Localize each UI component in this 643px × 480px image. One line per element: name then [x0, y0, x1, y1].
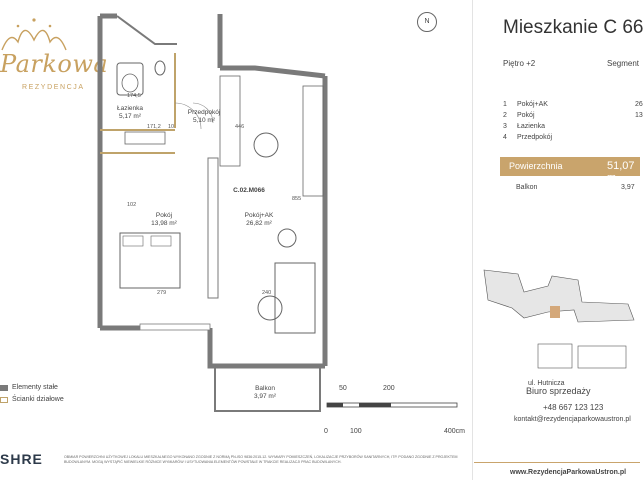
bedroom-window — [140, 324, 210, 330]
room-bedroom-area: 13,98 m² — [151, 220, 177, 227]
segment-label: Segment — [607, 59, 640, 68]
dim-6: 279 — [157, 290, 167, 296]
sales-office-email[interactable]: kontakt@rezydencjaparkowaustron.pl — [514, 416, 631, 423]
room-list-item — [503, 112, 643, 123]
floor-label: Piętro +2 — [503, 59, 536, 68]
north-compass-icon: N — [417, 12, 437, 32]
total-area-value: 51,07 m — [607, 160, 635, 184]
room-living-area: 26,82 m² — [246, 220, 272, 227]
website-link[interactable]: www.RezydencjaParkowaUstron.pl — [510, 469, 627, 476]
dim-5: 102 — [127, 202, 137, 208]
room-bathroom-area: 5,17 m² — [118, 113, 142, 120]
room-area: 13 — [635, 112, 643, 119]
room-bathroom-name: Łazienka — [116, 105, 144, 112]
bath-slant-wall — [117, 16, 177, 44]
room-num: 4 — [503, 134, 507, 141]
dim-8: 855 — [292, 196, 302, 202]
brand-subtitle: REZYDENCJA — [22, 84, 85, 91]
room-hall-name: Przedpokój — [187, 109, 221, 116]
scale-tick-100: 100 — [350, 428, 362, 435]
legend-fixed-swatch — [0, 385, 8, 391]
room-num: 2 — [503, 112, 507, 119]
scale-bar — [325, 395, 465, 415]
street-label: ul. Hutnicza — [528, 380, 565, 387]
panel-divider — [472, 0, 473, 480]
site-plan-map — [478, 262, 640, 380]
room-bathroom — [105, 105, 155, 121]
dim-3: 10 — [168, 124, 175, 130]
room-name: Pokój — [517, 112, 535, 119]
coffee-table — [258, 296, 282, 320]
office-separator — [474, 462, 640, 463]
dim-1: 174,5 — [127, 93, 141, 99]
room-name: Przedpokój — [517, 134, 553, 141]
room-bedroom — [136, 212, 192, 228]
wall-top-right — [220, 68, 325, 76]
room-bedroom-name: Pokój — [155, 212, 173, 219]
legend-partition-swatch — [0, 397, 8, 403]
room-name: Pokój+AK — [517, 101, 548, 108]
scale-tick-0: 0 — [324, 428, 328, 435]
room-balcony-area: 3,97 m² — [253, 393, 277, 400]
room-list-item — [503, 134, 643, 145]
toilet — [155, 61, 165, 75]
brand-script-name: Parkowa — [0, 50, 109, 78]
bathtub — [117, 63, 143, 95]
kitchen-counter-right — [303, 86, 323, 196]
scale-tick-50: 50 — [339, 385, 347, 392]
legend-partition — [0, 396, 64, 403]
apartment-title: Mieszkanie C 66 — [503, 17, 643, 38]
room-balcony — [237, 385, 293, 401]
legend-partition-label: Ścianki działowe — [12, 396, 64, 403]
armchair — [278, 229, 296, 247]
room-list — [503, 101, 643, 145]
room-balcony-name: Balkon — [255, 385, 275, 392]
floor-plan — [95, 8, 340, 418]
scale-tick-200: 200 — [383, 385, 395, 392]
room-num: 1 — [503, 101, 507, 108]
room-num: 3 — [503, 123, 507, 130]
balcony-label: Balkon — [516, 184, 538, 191]
dim-7: 240 — [262, 290, 272, 296]
legend-fixed — [0, 384, 58, 391]
sofa — [275, 263, 315, 333]
footnote: OBMIAR POWIERZCHNI UŻYTKOWEJ LOKALU MIESZKALNEGO WYKONANO ZGODNIE Z NORMĄ PN-ISO 9836:2015-12. WYMIARY POMIESZCZEŃ, LOKALIZACJE PRZYBORÓW SANITARNYCH, ITP. PODANO ZGODNIE Z PROJEKTEM BUDOWLANYM. MOGĄ WYSTĄPIĆ NIEWIELKIE RÓŻNICE WYMIARÓW I USYTUOWANIA ELEMENTÓW POWSTAŁE W TRAKCIE REALIZACJI PRAC BUDOWLANYCH. — [64, 455, 458, 464]
dim-4: 446 — [235, 124, 245, 130]
footer-logo: SHRE — [0, 451, 43, 467]
wall-bottom-right — [210, 328, 325, 366]
dining-table — [254, 133, 278, 157]
dim-2: 171,2 — [147, 124, 161, 130]
sales-office-title: Biuro sprzedaży — [526, 386, 591, 396]
legend-fixed-label: Elementy stałe — [12, 384, 58, 391]
room-living — [231, 212, 287, 228]
washing-machine — [125, 132, 165, 144]
crown-logo-icon — [0, 14, 70, 54]
total-area-label: Powierzchnia — [509, 161, 563, 171]
wardrobe — [208, 158, 218, 298]
room-list-item — [503, 101, 643, 112]
room-hall-area: 5,10 m² — [192, 117, 216, 124]
room-list-item — [503, 123, 643, 134]
balcony-value: 3,97 — [621, 184, 635, 191]
unit-code: C.02.M066 — [233, 187, 265, 194]
room-name: Łazienka — [517, 123, 546, 130]
site-plan-highlight — [550, 306, 560, 318]
room-hall — [176, 109, 232, 125]
room-area: 26 — [635, 101, 643, 108]
room-living-name: Pokój+AK — [244, 212, 274, 219]
sales-office-phone[interactable]: +48 667 123 123 — [543, 403, 604, 412]
scale-tick-400: 400cm — [444, 428, 466, 435]
